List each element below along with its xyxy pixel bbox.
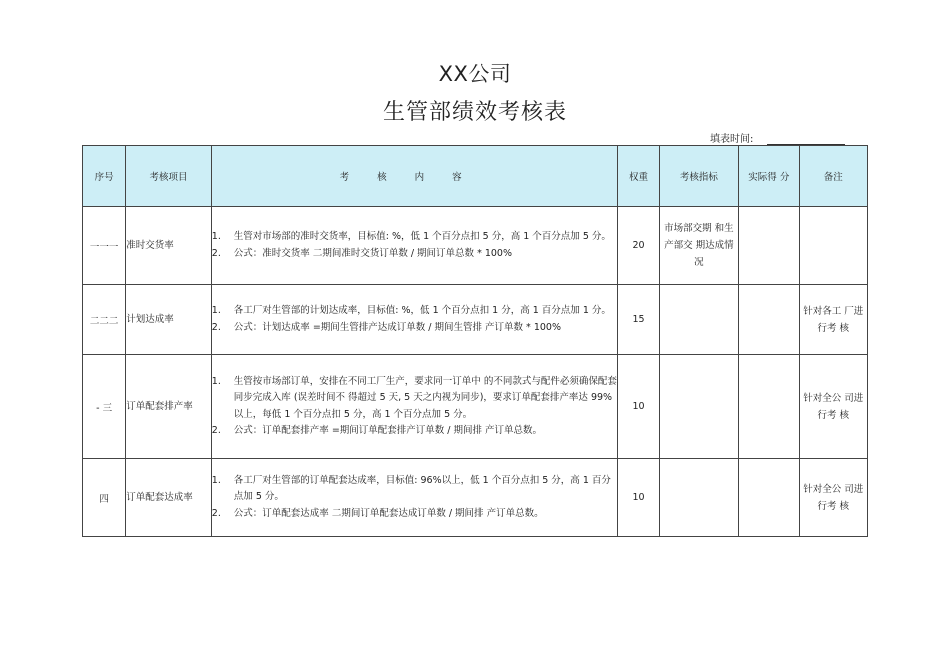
header-content: 考核内容 bbox=[211, 146, 618, 207]
row-item: 准时交货率 bbox=[126, 207, 212, 285]
line-text: 生管对市场部的准时交货率，目标值: %，低 1 个百分点扣 5 分，高 1 个百分点加 5 分。 bbox=[233, 231, 611, 242]
header-score: 实际得 分 bbox=[739, 146, 799, 207]
header-item: 考核项目 bbox=[126, 146, 212, 207]
line-text: 公式：计划达成率 =期间生管排产达成订单数 / 期间生管排 产订单数 * 100% bbox=[233, 321, 561, 333]
line-number: 1. bbox=[211, 231, 221, 242]
content-line bbox=[212, 506, 618, 523]
row-seq: 一一一 bbox=[83, 207, 126, 285]
page-title: 生管部绩效考核表 bbox=[382, 100, 567, 125]
line-number: 1. bbox=[211, 474, 221, 486]
row-item: 计划达成率 bbox=[126, 285, 212, 355]
line-number: 2. bbox=[211, 247, 221, 259]
row-weight: 15 bbox=[618, 285, 659, 355]
row-index bbox=[659, 285, 739, 355]
row-seq: 二二二 bbox=[83, 285, 126, 355]
row-seq: 四 bbox=[83, 459, 126, 537]
line-text: 公式：订单配套排产率 =期间订单配套排产订单数 / 期间排 产订单总数。 bbox=[233, 425, 543, 436]
row-index bbox=[659, 459, 739, 537]
content-line bbox=[212, 374, 618, 424]
row-score bbox=[739, 285, 799, 355]
row-score bbox=[739, 459, 799, 537]
row-index bbox=[659, 355, 739, 459]
table-row bbox=[83, 355, 868, 459]
line-number: 1. bbox=[211, 305, 221, 316]
fill-time-field bbox=[710, 130, 845, 145]
row-content bbox=[211, 459, 618, 537]
row-score bbox=[739, 207, 799, 285]
row-weight: 10 bbox=[618, 459, 659, 537]
row-note: 针对各工 厂进行考 核 bbox=[799, 285, 868, 355]
row-content bbox=[211, 285, 618, 355]
line-text: 各工厂对生管部的计划达成率，目标值: %，低 1 个百分点扣 1 分，高 1 百分点加 1 分。 bbox=[233, 305, 611, 316]
table-row bbox=[83, 285, 868, 355]
row-content bbox=[211, 355, 618, 459]
row-note: 针对全公 司进行考 核 bbox=[799, 459, 868, 537]
content-line bbox=[212, 320, 618, 337]
assessment-table bbox=[82, 145, 868, 537]
line-text: 公式：准时交货率 二期间准时交货订单数 / 期间订单总数 * 100% bbox=[233, 247, 513, 259]
content-line bbox=[212, 423, 618, 440]
content-line bbox=[212, 303, 618, 320]
company-name: XX公司 bbox=[438, 62, 512, 86]
table-header-row bbox=[83, 146, 868, 207]
row-note: 针对全公 司进行考 核 bbox=[799, 355, 868, 459]
content-line bbox=[212, 473, 618, 506]
line-number: 2. bbox=[211, 425, 221, 436]
line-number: 2. bbox=[211, 507, 221, 519]
row-index: 市场部交期 和生产部交 期达成情况 bbox=[659, 207, 739, 285]
fill-time-label: 填表时间: bbox=[710, 134, 754, 145]
line-text: 生管按市场部订单，安排在不同工厂生产，要求同一订单中 的不同款式与配件必须确保配套同步完成入库 (误差时间不 得超过 5 天, 5 天之内视为同步)，要求订单配套排产率达 99%以上，每低 1 个百分点扣 5 分，高 1 个百分点加 5 分。 bbox=[233, 375, 617, 420]
row-seq: - 三 bbox=[83, 355, 126, 459]
row-item: 订单配套排产率 bbox=[126, 355, 212, 459]
table-row bbox=[83, 459, 868, 537]
row-item: 订单配套达成率 bbox=[126, 459, 212, 537]
row-weight: 10 bbox=[618, 355, 659, 459]
content-line bbox=[212, 246, 618, 263]
header-index: 考核指标 bbox=[659, 146, 739, 207]
line-text: 公式：订单配套达成率 二期间订单配套达成订单数 / 期间排 产订单总数。 bbox=[233, 507, 544, 519]
table-row bbox=[83, 207, 868, 285]
row-score bbox=[739, 355, 799, 459]
row-weight: 20 bbox=[618, 207, 659, 285]
fill-time-underline bbox=[767, 134, 845, 145]
line-number: 1. bbox=[211, 375, 221, 387]
row-note bbox=[799, 207, 868, 285]
line-text: 各工厂对生管部的订单配套达成率，目标值: 96%以上，低 1 个百分点扣 5 分，高 1 百分点加 5 分。 bbox=[233, 474, 611, 503]
header-seq: 序号 bbox=[83, 146, 126, 207]
row-content bbox=[211, 207, 618, 285]
content-line bbox=[212, 229, 618, 246]
header-note: 备注 bbox=[799, 146, 868, 207]
line-number: 2. bbox=[211, 321, 221, 333]
header-weight: 权重 bbox=[618, 146, 659, 207]
